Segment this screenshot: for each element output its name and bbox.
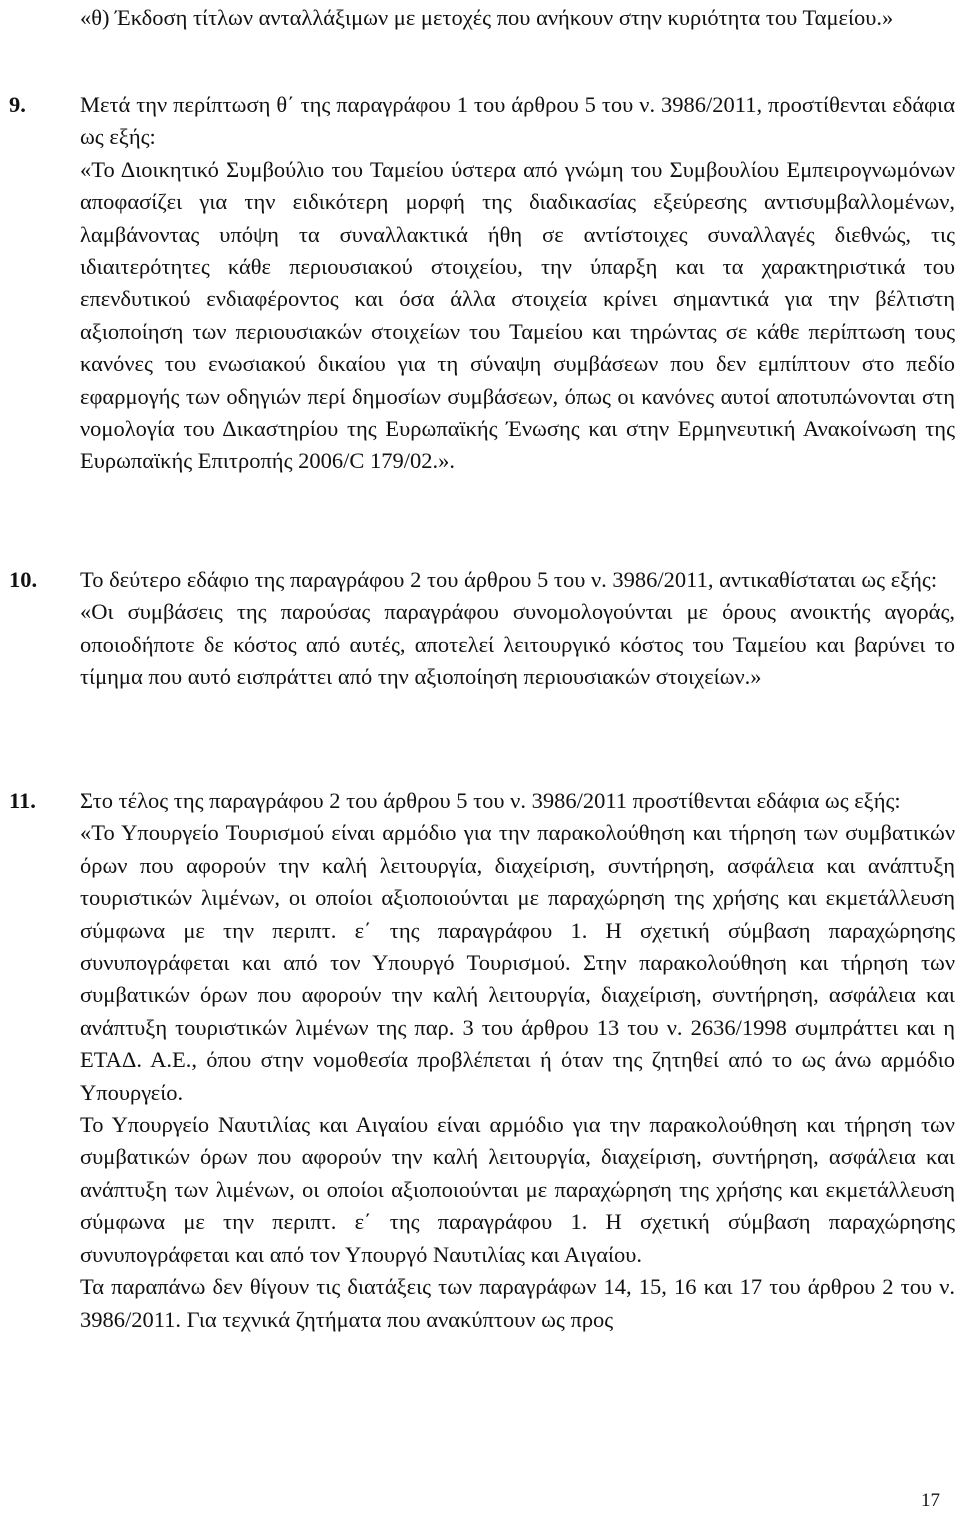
item-intro: Μετά την περίπτωση θ΄ της παραγράφου 1 του άρθρου 5 του ν. 3986/2011, προστίθενται εδάφια ως εξής: [80, 92, 955, 150]
item-9 [9, 89, 955, 478]
item-paragraph: «Το Διοικητικό Συμβούλιο του Ταμείου ύστερα από γνώμη του Συμβουλίου Εμπειρογνωμόνων αποφασίζει για την ειδικότερη μορφή της διαδικασίας εξεύρεσης αντισυμβαλλομένων, λαμβάνοντας υπόψη τα συναλλακτικά ήθη σε αντίστοιχες συναλλαγές διεθνώς, τις ιδιαιτερότητες κάθε περιουσιακού στοιχείου, την ύπαρξη και τα χαρακτηριστικά του επενδυτικού ενδιαφέροντος και όσα άλλα στοιχεία κρίνει σημαντικά για την βέλτιστη αξιοποίηση των περιουσιακών στοιχείων του Ταμείου και τηρώντας σε κάθε περίπτωση τους κανόνες του ενωσιακού δικαίου για τη σύναψη συμβάσεων που δεν εμπίπτουν στο πεδίο εφαρμογής των οδηγιών περί δημοσίων συμβάσεων, όπως οι κανόνες αυτοί αποτυπώνονται στη νομολογία του Δικαστηρίου της Ευρωπαϊκής Ένωσης και στην Ερμηνευτική Ανακοίνωση της Ευρωπαϊκής Επιτροπής 2006/C 179/02.». [80, 156, 955, 474]
item-intro: Το δεύτερο εδάφιο της παραγράφου 2 του άρθρου 5 του ν. 3986/2011, αντικαθίσταται ως εξής: [80, 567, 938, 592]
item-intro: Στο τέλος της παραγράφου 2 του άρθρου 5 του ν. 3986/2011 προστίθενται εδάφια ως εξής: [80, 788, 901, 813]
continuation-paragraph [80, 2, 955, 34]
item-11 [9, 785, 955, 1336]
continuation-text: «θ) Έκδοση τίτλων ανταλλάξιμων με μετοχές που ανήκουν στην κυριότητα του Ταμείου.» [80, 5, 894, 30]
item-paragraph: «Οι συμβάσεις της παρούσας παραγράφου συνομολογούνται με όρους ανοικτής αγοράς, οποιοδήποτε δε κόστος από αυτές, αποτελεί λειτουργικό κόστος του Ταμείου και βαρύνει το τίμημα που αυτό εισπράττει από την αξιοποίηση περιουσιακών στοιχείων.» [80, 599, 955, 690]
item-paragraph: Το Υπουργείο Ναυτιλίας και Αιγαίου είναι αρμόδιο για την παρακολούθηση και τήρηση των συμβατικών όρων που αφορούν την καλή λειτουργία, διαχείριση, συντήρηση, ασφάλεια και ανάπτυξη των λιμένων, οι οποίοι αξιοποιούνται με παραχώρηση της χρήσης και εκμετάλλευση σύμφωνα με την περιπτ. ε΄ της παραγράφου 1. Η σχετική σύμβαση παραχώρησης συνυπογράφεται και από τον Υπουργό Ναυτιλίας και Αιγαίου. [80, 1112, 955, 1267]
item-10 [9, 564, 955, 694]
item-number: 11. [9, 788, 36, 813]
item-paragraph: «Το Υπουργείο Τουρισμού είναι αρμόδιο για την παρακολούθηση και τήρηση των συμβατικών όρων που αφορούν την καλή λειτουργία, διαχείριση, συντήρηση, ασφάλεια και ανάπτυξη τουριστικών λιμένων, οι οποίοι αξιοποιούνται με παραχώρηση της χρήσης και εκμετάλλευση σύμφωνα με την περιπτ. ε΄ της παραγράφου 1. Η σχετική σύμβαση παραχώρησης συνυπογράφεται και από τον Υπουργό Τουρισμού. Στην παρακολούθηση και τήρηση των συμβατικών όρων που αφορούν την καλή λειτουργία, διαχείριση, συντήρηση, ασφάλεια και ανάπτυξη τουριστικών λιμένων της παρ. 3 του άρθρου 13 του ν. 2636/1998 συμπράττει και η ΕΤΑΔ. Α.Ε., όπου στην νομοθεσία προβλέπεται ή όταν της ζητηθεί από το ως άνω αρμόδιο Υπουργείο. [80, 820, 955, 1105]
item-number: 9. [9, 92, 26, 117]
page-number: 17 [921, 1490, 940, 1511]
item-number: 10. [9, 567, 38, 592]
item-paragraph: Τα παραπάνω δεν θίγουν τις διατάξεις των παραγράφων 14, 15, 16 και 17 του άρθρου 2 του ν. 3986/2011. Για τεχνικά ζητήματα που ανακύπτουν ως προς [80, 1274, 955, 1332]
